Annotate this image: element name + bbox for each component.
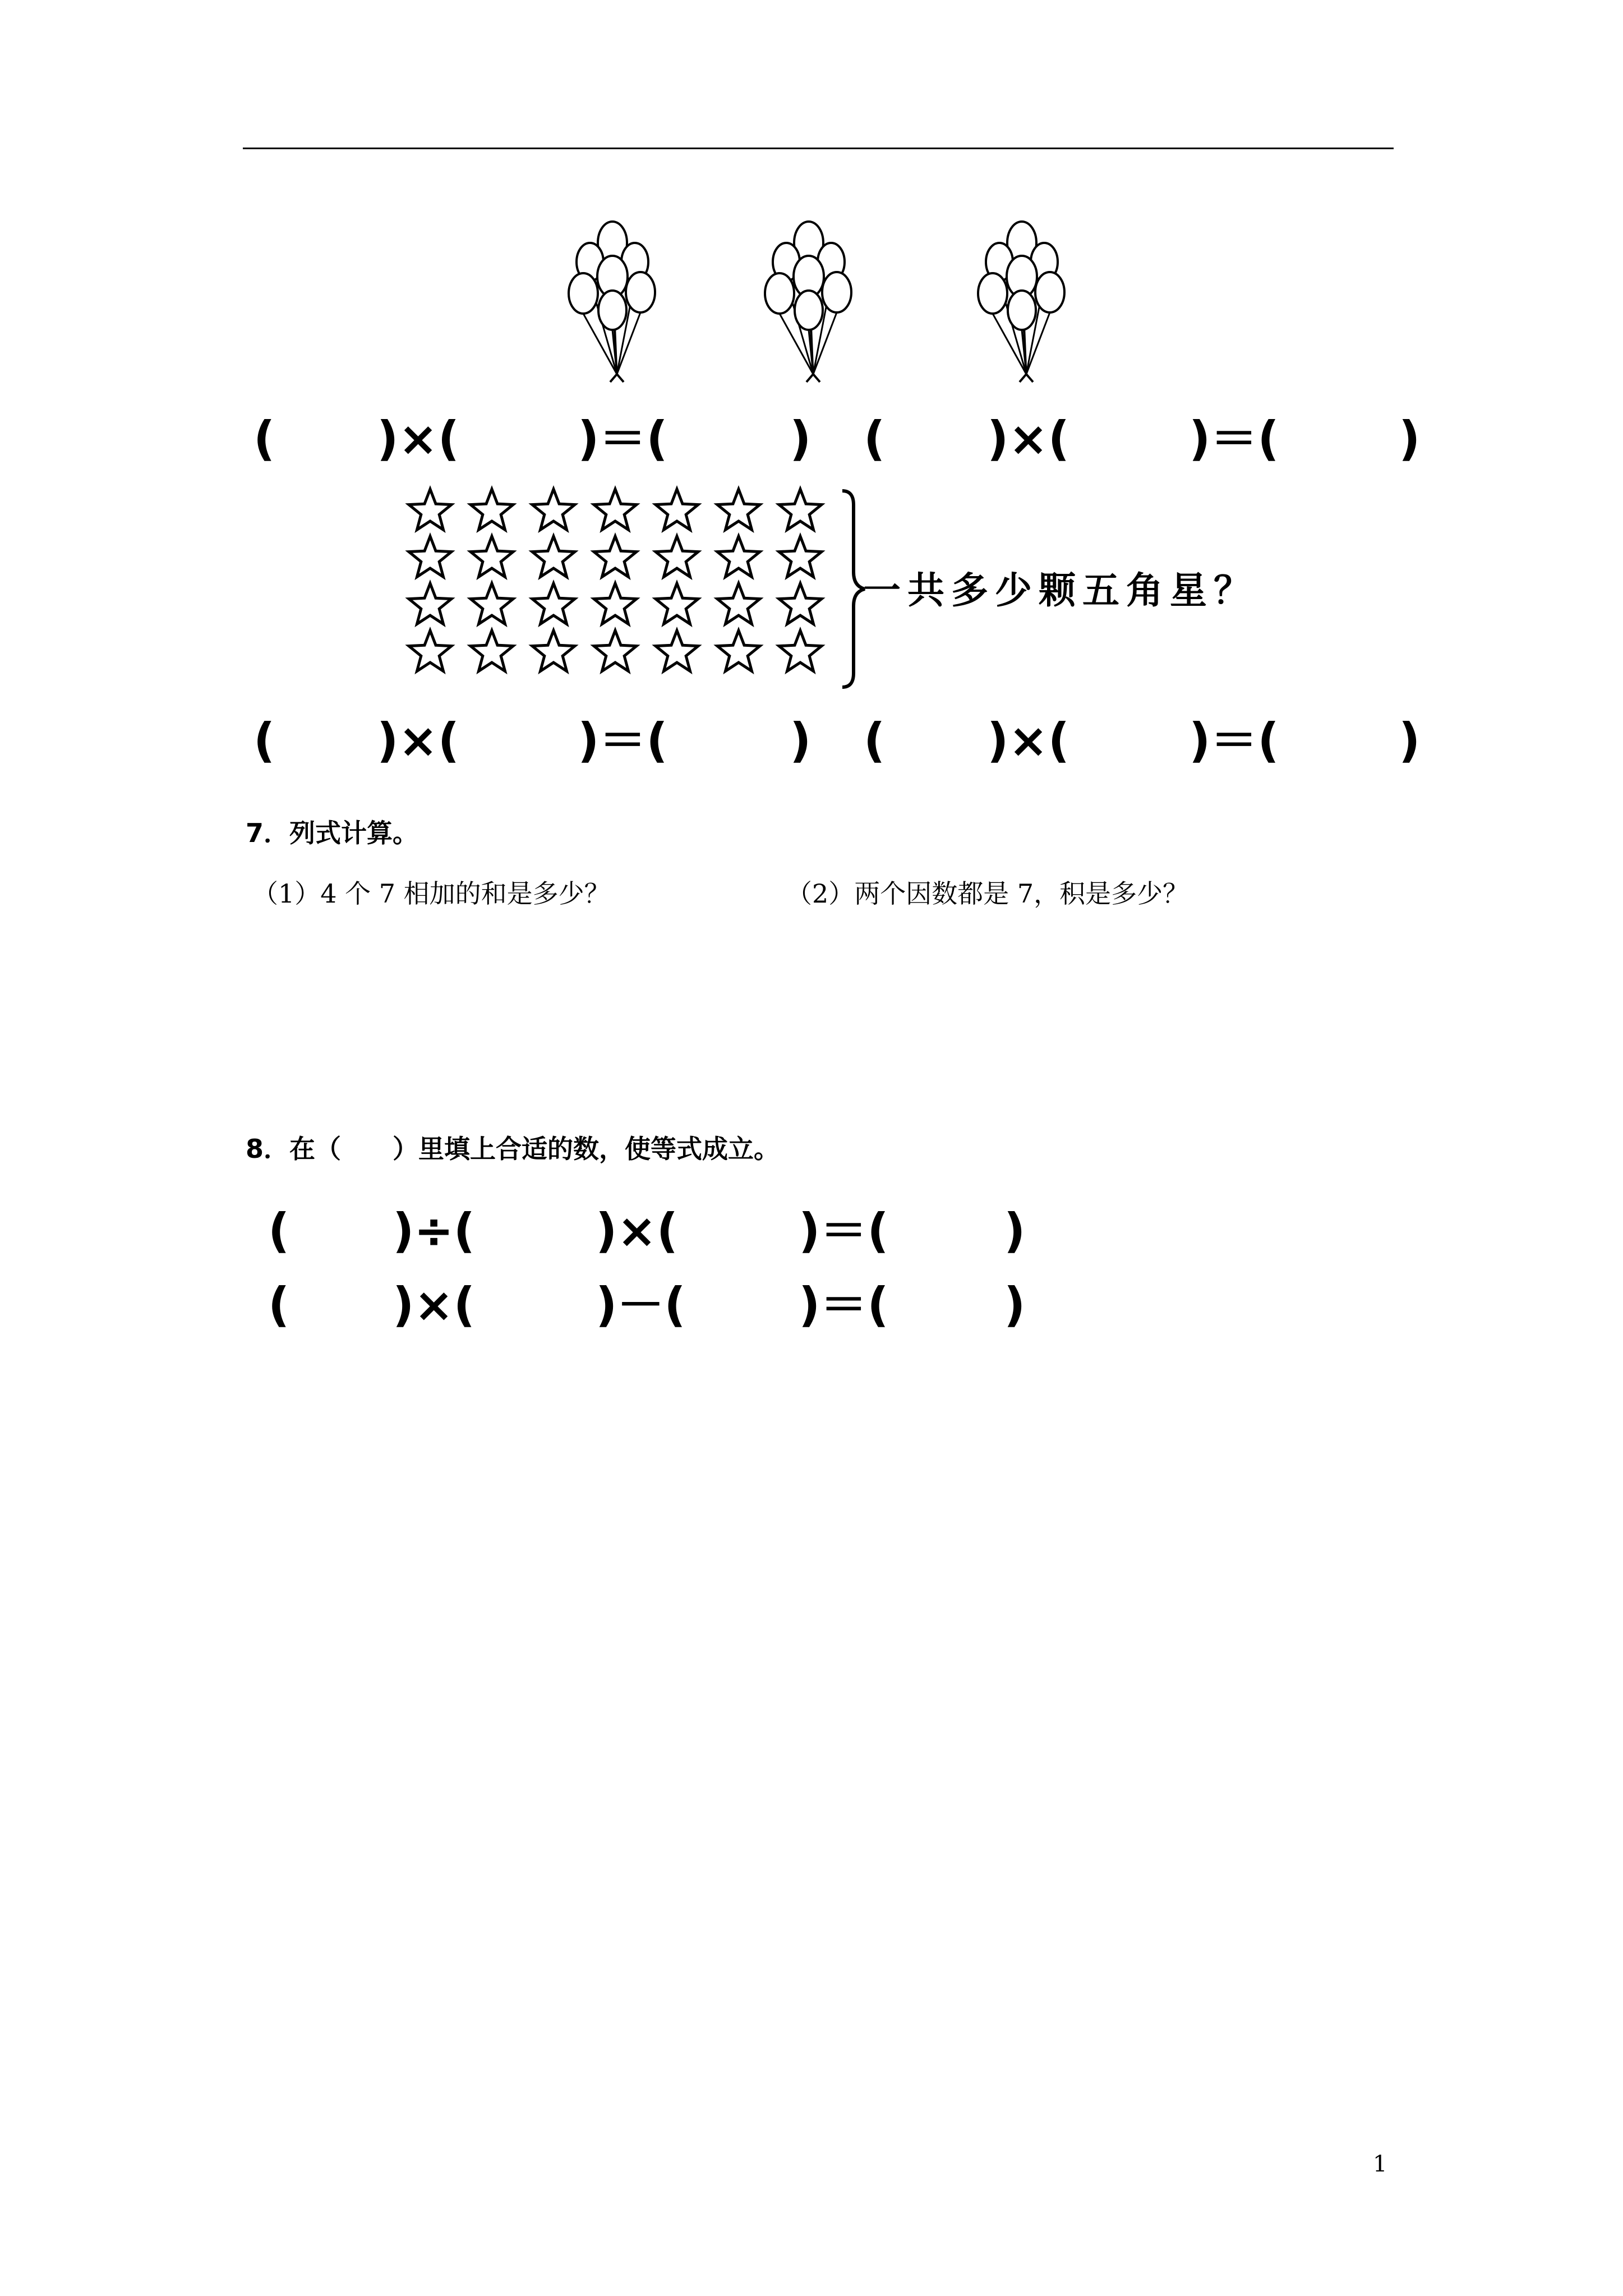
star-icon (594, 631, 637, 671)
star-icon (409, 631, 451, 671)
row2-right-close-paren: ) (1399, 713, 1421, 768)
star-icon (656, 489, 698, 530)
row1-left-close-paren: ) (790, 411, 811, 466)
star-grid (405, 487, 854, 689)
star-icon (532, 489, 575, 530)
page-number: 1 (1373, 2151, 1387, 2177)
star-icon (471, 631, 513, 671)
row1-left-times: )×( (377, 411, 460, 466)
balloon-bunch (970, 210, 1077, 390)
star-icon (656, 583, 698, 624)
q8-eq1-open-paren: ( (268, 1203, 290, 1258)
balloon-icon (765, 273, 794, 314)
q8-eq1-equals: )＝( (799, 1203, 889, 1258)
row2-left-times: )×( (377, 713, 460, 768)
star-icon (471, 583, 513, 624)
balloon-icon (598, 291, 626, 330)
row1-right-close-paren: ) (1399, 411, 1421, 466)
balloon-icon (1008, 291, 1036, 330)
row2-right-open-paren: ( (864, 713, 886, 768)
row1-right-open-paren: ( (864, 411, 886, 466)
row1-left-equals: )＝( (578, 411, 668, 466)
star-icon (409, 489, 451, 530)
balloon-icon (1035, 272, 1064, 312)
q8-eq2-minus: )－( (596, 1277, 686, 1332)
star-icon (532, 536, 575, 577)
row1-right-equals: )＝( (1189, 411, 1279, 466)
q7-title: 7．列式计算。 (246, 818, 419, 848)
balloon-icon (822, 272, 851, 312)
star-icon (717, 536, 760, 577)
q7-item-2: （2）两个因数都是 7，积是多少？ (786, 878, 1189, 909)
star-icon (779, 489, 822, 530)
q8-eq2-equals: )＝( (799, 1277, 889, 1332)
q8-eq1-divide: )÷( (393, 1203, 476, 1258)
star-icon (717, 631, 760, 671)
star-icon (409, 583, 451, 624)
q8-eq2-times: )×( (393, 1277, 476, 1332)
row2-left-equals: )＝( (578, 713, 668, 768)
row1-right-times: )×( (987, 411, 1070, 466)
star-icon (409, 536, 451, 577)
star-icon (471, 489, 513, 530)
star-icon (656, 536, 698, 577)
star-icon (717, 583, 760, 624)
row1-left-open-paren: ( (253, 411, 275, 466)
q8-eq1-times: )×( (596, 1203, 679, 1258)
balloon-bunch (757, 210, 864, 390)
row2-left-open-paren: ( (253, 713, 275, 768)
star-icon (779, 631, 822, 671)
balloon-bunch (561, 210, 667, 390)
star-icon (471, 536, 513, 577)
balloon-icon (626, 272, 655, 312)
row2-left-close-paren: ) (790, 713, 811, 768)
star-icon (594, 536, 637, 577)
q8-eq2-close-paren: ) (1004, 1277, 1026, 1332)
balloon-icon (569, 273, 598, 314)
balloon-icon (795, 291, 823, 330)
star-icon (656, 631, 698, 671)
stars-question: 一共多少颗五角星？ (864, 569, 1257, 612)
q8-title: 8．在（ ）里填上合适的数，使等式成立。 (246, 1134, 780, 1164)
star-icon (779, 536, 822, 577)
q7-item-1: （1）4 个 7 相加的和是多少？ (252, 878, 610, 909)
star-icon (594, 489, 637, 530)
header-rule (243, 148, 1394, 149)
balloon-icon (978, 273, 1007, 314)
star-icon (532, 583, 575, 624)
star-icon (532, 631, 575, 671)
row2-right-equals: )＝( (1189, 713, 1279, 768)
row2-right-times: )×( (987, 713, 1070, 768)
star-icon (594, 583, 637, 624)
q8-eq2-open-paren: ( (268, 1277, 290, 1332)
q8-eq1-close-paren: ) (1004, 1203, 1026, 1258)
star-icon (717, 489, 760, 530)
star-icon (779, 583, 822, 624)
